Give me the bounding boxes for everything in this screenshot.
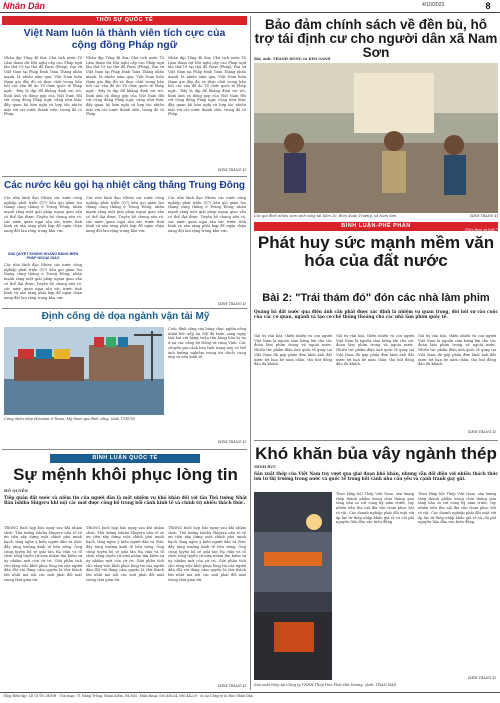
article1-body-col3: Nhân dịp Tổng Bí thư, Chủ tịch nước Tô Lâm tham dự Hội nghị cấp cao Pháp ngữ lần thứ 19 tại thủ đô Paris (Pháp), Đại sứ Việt Nam tại Pháp Đinh Toàn Thắng nhấn mạnh, là nhiều năm qua, Việt Nam luôn tham gia đầy đủ và thực chất trong hầu hết các vấn đề do Tổ chức quốc tế Pháp ngữ... Đây là dịp để khẳng định vai trò, hình ảnh và đóng góp của Việt Nam đối với cộng đồng Pháp ngữ, cũng như thúc đẩy quan hệ hữu nghị và hợp tác nhiều mặt với các nước thành viên, trong đó có Pháp. xyxy=(168,56,246,117)
article8-title[interactable]: Khó khăn bủa vây ngành thép xyxy=(255,445,497,463)
article4-author: HỒ QUYỀN xyxy=(4,488,28,493)
article8-author: MINH ĐỨC xyxy=(254,465,277,469)
article4-continued[interactable]: (XEM TRANG 4) xyxy=(217,684,246,688)
newspaper-logo: Nhân Dân xyxy=(3,1,46,11)
article3-photo xyxy=(4,327,164,415)
page-number: 8 xyxy=(482,1,494,12)
article2-subheading: GIẢI QUYẾT KHỦNG HOẢNG BẰNG BIỆN PHÁP NGOẠI GIAO xyxy=(7,252,79,260)
article1-body-col2: Nhân dịp Tổng Bí thư, Chủ tịch nước Tô Lâm tham dự Hội nghị cấp cao Pháp ngữ lần thứ 19 tại thủ đô Paris (Pháp), Đại sứ Việt Nam tại Pháp Đinh Toàn Thắng nhấn mạnh, là nhiều năm qua, Việt Nam luôn tham gia đầy đủ và thực chất trong hầu hết các vấn đề do Tổ chức quốc tế Pháp ngữ... Đây là dịp để khẳng định vai trò, hình ảnh và đóng góp của Việt Nam đối với cộng đồng Pháp ngữ, cũng như thúc đẩy quan hệ hữu nghị và hợp tác nhiều mặt với các nước thành viên, trong đó có Pháp. xyxy=(86,56,164,117)
article2-title[interactable]: Các nước kêu gọi hạ nhiệt căng thẳng Trung Đông xyxy=(4,180,246,191)
article3-body: Cuộc đình công của hàng chục nghìn công nhân bốc xếp tại Mỹ đã bước sang ngày thứ hai với hàng triệu tấn hàng hóa bị ùn ứ tại các cảng bờ Đông và vùng Vịnh. Các chuyên gia cảnh báo tình trạng này có thể ảnh hưởng nghiêm trọng tới chuỗi cung ứng và nền kinh tế. xyxy=(168,327,246,360)
section-banner-left: THỜI SỰ QUỐC TẾ xyxy=(2,16,247,25)
article7-lead: Quảng bá đất nước qua điện ảnh cần phát được xác định là nhiệm vụ quan trọng, đòi hỏi sự vào cuộc của các cơ quan, ngành và tạo cơ chế thông thoáng cho các nhà làm phim quốc tế. xyxy=(254,309,498,320)
article7-body-col3: Giá trị văn hóa, thiên nhiên và con người Việt Nam là nguồn cảm hứng lớn cho các đoàn làm phim trong và ngoài nước. Nhiều tác phẩm điện ảnh quốc tế quay tại Việt Nam đã góp phần đưa hình ảnh đất nước tới bạn bè năm châu, thu hút đông đảo du khách. xyxy=(418,334,496,367)
article6-note: (Tiếp theo và hết) * xyxy=(464,228,498,232)
article4-body-col2: TRONG buổi họp báo ngay sau khi nhậm chức, Thủ tướng Ishiba Shigeru nêu rõ sẽ ưu tiên xây dựng một chính phủ minh bạch, lắng nghe ý kiến người dân và thúc đẩy tăng trưởng kinh tế bền vững. Ông cũng tuyên bố sẽ giải tán Hạ viện và tổ chức tổng tuyển cử sớm nhằm tìm kiếm sự ủy nhiệm mới của cử tri. Giới phân tích cho rằng việc khôi phục lòng tin của người dân đối với đảng cầm quyền là thử thách lớn nhất mà nội các mới phải đối mặt trong thời gian tới. xyxy=(86,526,164,582)
divider xyxy=(2,449,247,450)
divider xyxy=(2,176,247,177)
article2-body-col2: Các nhà lãnh đạo Nhóm các nước công nghiệp phát triển (G7) kêu gọi giảm leo thang căng thẳng ở Trung Đông, nhấn mạnh rằng một giải pháp ngoại giao vẫn có thể đạt được. Tuyên bố chung nêu rõ, các nước quan ngại sâu sắc trước tình hình và sẵn sàng phối hợp để ngăn chặn xung đột lan rộng trong khu vực. xyxy=(86,196,164,233)
article6-title[interactable]: Phát huy sức mạnh mềm văn hóa của đất nước xyxy=(257,234,495,270)
footer-info: Tổng Biên tập: LÊ QUỐC MINH · Tòa soạn: 71 Hàng Trống, Hoàn Kiếm, Hà Nội · Điện thoại: 080.48224, 080.44229 · In tại Công ty In Báo Nhân Dân xyxy=(0,692,500,703)
article4-lead: Tiếp quản đất nước và niềm tin của người dân là một nhiệm vụ khó khăn đối với tân Thủ tướng Nhật Bản Ishiba Shigeru khi nội các mới được công bố trong bối cảnh kinh tế và chính trị nhiều thách thức. xyxy=(4,495,247,506)
article5-title[interactable]: Bảo đảm chính sách về đền bù, hỗ trợ tái định cư cho người dân xã Nam Sơn xyxy=(254,18,498,61)
article7-title[interactable]: Bài 2: "Trải thảm đỏ" đón các nhà làm phim xyxy=(262,293,490,304)
article5-photo xyxy=(254,63,498,213)
article2-body-col3: Các nhà lãnh đạo Nhóm các nước công nghiệp phát triển (G7) kêu gọi giảm leo thang căng thẳng ở Trung Đông, nhấn mạnh rằng một giải pháp ngoại giao vẫn có thể đạt được. Tuyên bố chung nêu rõ, các nước quan ngại sâu sắc trước tình hình và sẵn sàng phối hợp để ngăn chặn xung đột lan rộng trong khu vực. xyxy=(168,196,246,233)
article5-author: Bài, ảnh: THANH HỒNG và KIM OANH xyxy=(254,57,331,61)
article3-title[interactable]: Định cống dẻ dọa ngành vận tải Mỹ xyxy=(41,311,210,322)
masthead xyxy=(0,0,500,13)
article2-body-col1: Các nhà lãnh đạo Nhóm các nước công nghiệp phát triển (G7) kêu gọi giảm leo thang căng thẳng ở Trung Đông, nhấn mạnh rằng một giải pháp ngoại giao vẫn có thể đạt được. Tuyên bố chung nêu rõ, các nước quan ngại sâu sắc trước tình hình và sẵn sàng phối hợp để ngăn chặn xung đột lan rộng trong khu vực. xyxy=(4,196,82,233)
article5-continued[interactable]: (XEM TRANG 4) xyxy=(469,214,498,218)
article8-body-col2: Theo Hiệp hội Thép Việt Nam, sản lượng thép thành phẩm trong chín tháng qua tăng nhẹ so với cùng kỳ năm trước, tuy nhiên tiêu thụ nội địa vẫn chưa phục hồi rõ rệt. Các doanh nghiệp phải đối mặt với áp lực từ thép nhập khẩu giá rẻ và chi phí nguyên liệu đầu vào biến động. xyxy=(418,492,496,525)
article3-caption: Cảng nhộn nhịp Houston ở Texas, Mỹ tham gia đình công. (Ảnh TTXVN) xyxy=(4,417,136,421)
article8-body-col1: Theo Hiệp hội Thép Việt Nam, sản lượng thép thành phẩm trong chín tháng qua tăng nhẹ so với cùng kỳ năm trước, tuy nhiên tiêu thụ nội địa vẫn chưa phục hồi rõ rệt. Các doanh nghiệp phải đối mặt với áp lực từ thép nhập khẩu giá rẻ và chi phí nguyên liệu đầu vào biến động. xyxy=(336,492,414,525)
article2-body-col1b: Các nhà lãnh đạo Nhóm các nước công nghiệp phát triển (G7) kêu gọi giảm leo thang căng thẳng ở Trung Đông, nhấn mạnh rằng một giải pháp ngoại giao vẫn có thể đạt được. Tuyên bố chung nêu rõ, các nước quan ngại sâu sắc trước tình hình và sẵn sàng phối hợp để ngăn chặn xung đột lan rộng trong khu vực. xyxy=(4,263,82,300)
article4-body-col1: TRONG buổi họp báo ngay sau khi nhậm chức, Thủ tướng Ishiba Shigeru nêu rõ sẽ ưu tiên xây dựng một chính phủ minh bạch, lắng nghe ý kiến người dân và thúc đẩy tăng trưởng kinh tế bền vững. Ông cũng tuyên bố sẽ giải tán Hạ viện và tổ chức tổng tuyển cử sớm nhằm tìm kiếm sự ủy nhiệm mới của cử tri. Giới phân tích cho rằng việc khôi phục lòng tin của người dân đối với đảng cầm quyền là thử thách lớn nhất mà nội các mới phải đối mặt trong thời gian tới. xyxy=(4,526,82,582)
article5-caption: Các gia đình nhiều xem sinh sống tại Xóm 20, thôn Xuân Trường, xã Nam Sơn. xyxy=(254,214,398,218)
section-banner-critique: BÌNH LUẬN-PHÊ PHÁN xyxy=(254,222,498,231)
article8-continued[interactable]: (XEM TRANG 4) xyxy=(467,676,496,680)
article8-caption: Sản xuất thép tại Công ty TNHH Thép Hòa Phát Hải Dương. (Ảnh: TRẦN HẢI) xyxy=(254,683,397,687)
article7-continued[interactable]: (XEM TRANG 4) xyxy=(467,430,496,434)
article8-photo xyxy=(254,492,332,680)
article4-title[interactable]: Sự mệnh khôi phục lòng tin xyxy=(13,466,238,484)
column-divider xyxy=(250,16,251,690)
article3-continued[interactable]: (XEM TRANG 4) xyxy=(217,440,246,444)
issue-date: 4/10/2023 xyxy=(422,2,445,8)
article7-body-col2: Giá trị văn hóa, thiên nhiên và con người Việt Nam là nguồn cảm hứng lớn cho các đoàn làm phim trong và ngoài nước. Nhiều tác phẩm điện ảnh quốc tế quay tại Việt Nam đã góp phần đưa hình ảnh đất nước tới bạn bè năm châu, thu hút đông đảo du khách. xyxy=(336,334,414,367)
article1-continued[interactable]: (XEM TRANG 4) xyxy=(217,168,246,172)
divider xyxy=(254,440,498,441)
article2-continued[interactable]: (XEM TRANG 4) xyxy=(217,302,246,306)
article1-body-col1: Nhân dịp Tổng Bí thư, Chủ tịch nước Tô Lâm tham dự Hội nghị cấp cao Pháp ngữ lần thứ 19 tại thủ đô Paris (Pháp), Đại sứ Việt Nam tại Pháp Đinh Toàn Thắng nhấn mạnh, là nhiều năm qua, Việt Nam luôn tham gia đầy đủ và thực chất trong hầu hết các vấn đề do Tổ chức quốc tế Pháp ngữ... Đây là dịp để khẳng định vai trò, hình ảnh và đóng góp của Việt Nam đối với cộng đồng Pháp ngữ, cũng như thúc đẩy quan hệ hữu nghị và hợp tác nhiều mặt với các nước thành viên, trong đó có Pháp. xyxy=(4,56,82,117)
section-banner-commentary: BÌNH LUẬN QUỐC TẾ xyxy=(50,454,200,463)
article8-lead: Sản xuất thép của Việt Nam tuy vượt qua giai đoạn khó khăn, nhưng vẫn đối diện với nhiều thách thức lớn từ thị trường trong nước và quốc tế trong bối cảnh nhu cầu yếu và cạnh tranh gay gắt. xyxy=(254,471,498,482)
article1-title[interactable]: Việt Nam luôn là thành viên tích cực của cộng đồng Pháp ngữ xyxy=(23,28,226,51)
divider xyxy=(2,308,247,309)
article4-body-col3: TRONG buổi họp báo ngay sau khi nhậm chức, Thủ tướng Ishiba Shigeru nêu rõ sẽ ưu tiên xây dựng một chính phủ minh bạch, lắng nghe ý kiến người dân và thúc đẩy tăng trưởng kinh tế bền vững. Ông cũng tuyên bố sẽ giải tán Hạ viện và tổ chức tổng tuyển cử sớm nhằm tìm kiếm sự ủy nhiệm mới của cử tri. Giới phân tích cho rằng việc khôi phục lòng tin của người dân đối với đảng cầm quyền là thử thách lớn nhất mà nội các mới phải đối mặt trong thời gian tới. xyxy=(168,526,246,582)
article7-body-col1: Giá trị văn hóa, thiên nhiên và con người Việt Nam là nguồn cảm hứng lớn cho các đoàn làm phim trong và ngoài nước. Nhiều tác phẩm điện ảnh quốc tế quay tại Việt Nam đã góp phần đưa hình ảnh đất nước tới bạn bè năm châu, thu hút đông đảo du khách. xyxy=(254,334,332,367)
